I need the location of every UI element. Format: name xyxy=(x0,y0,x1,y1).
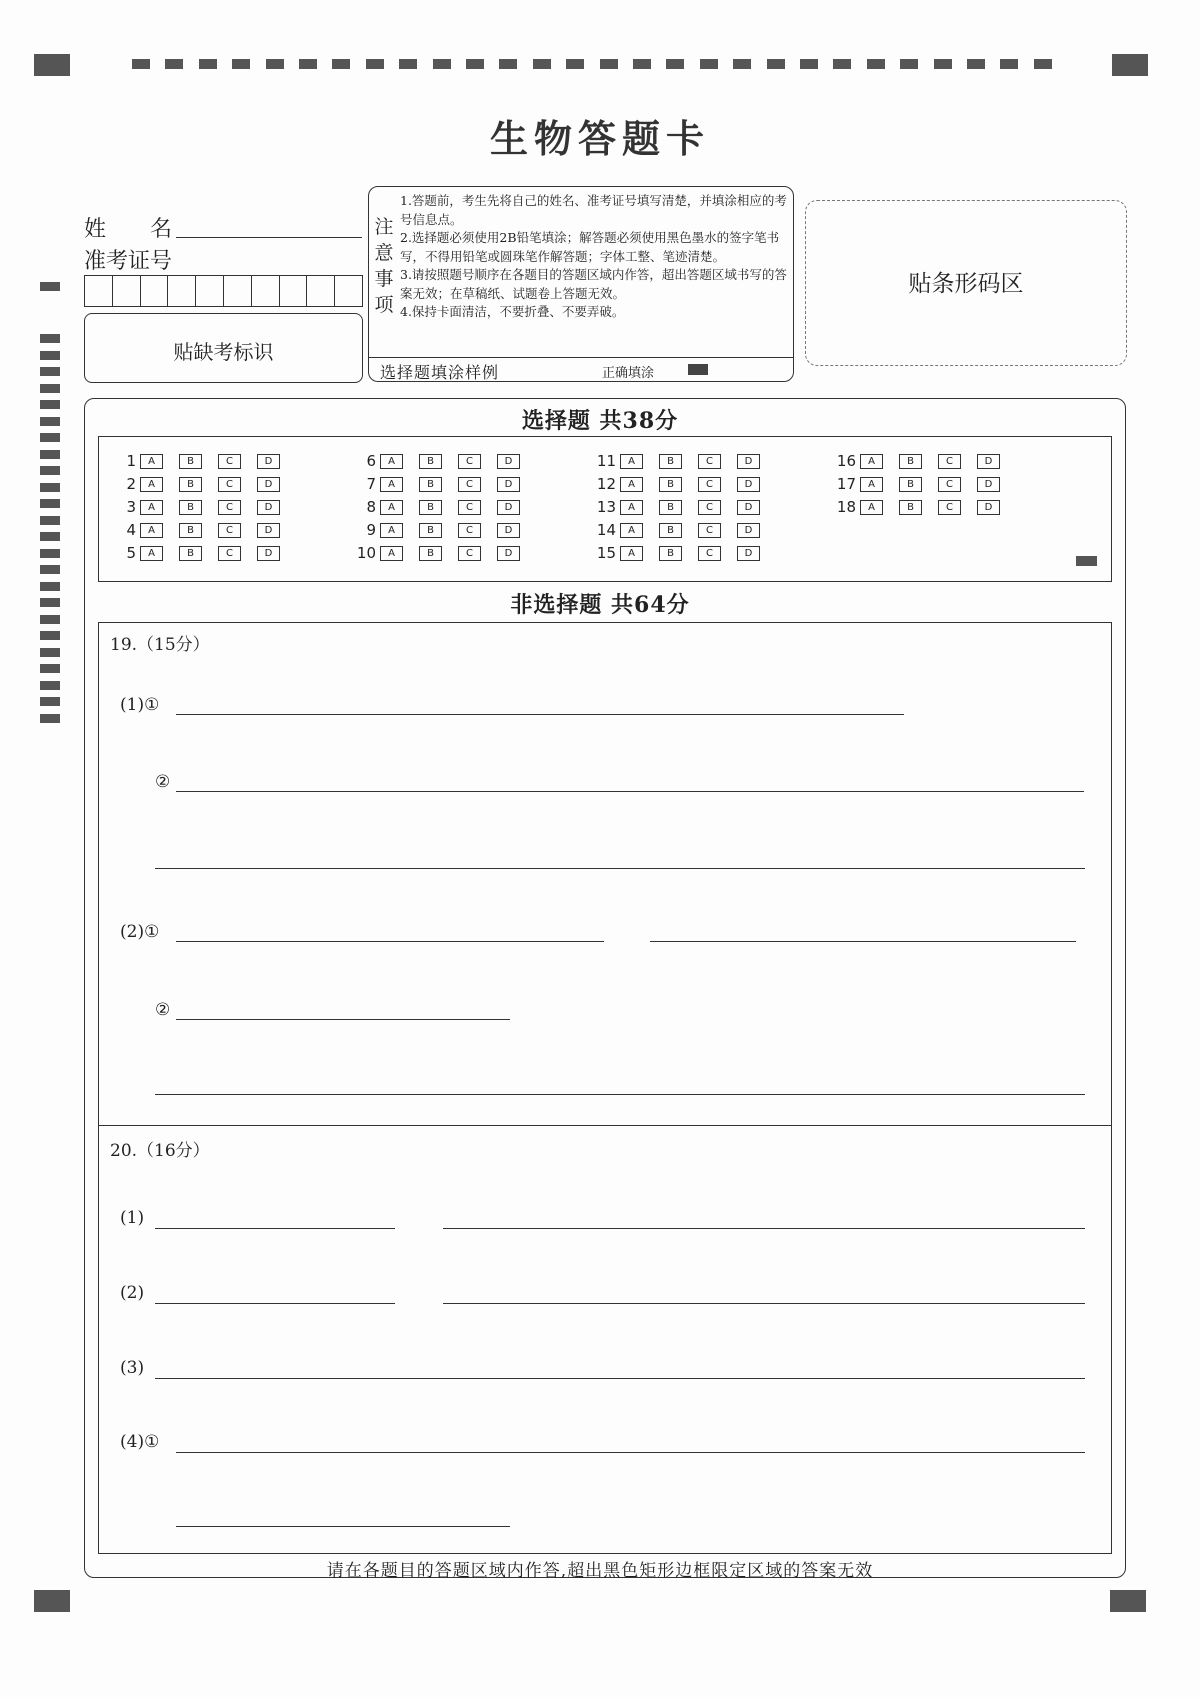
answer-bubble-c[interactable]: C xyxy=(938,454,961,469)
timing-mark xyxy=(466,59,484,69)
answer-bubble-a[interactable]: A xyxy=(860,500,883,515)
answer-bubble-d[interactable]: D xyxy=(497,500,520,515)
answer-bubble-c[interactable]: C xyxy=(218,523,241,538)
answer-bubble-b[interactable]: B xyxy=(659,500,682,515)
correct-fill-label: 正确填涂 xyxy=(602,366,655,381)
answer-bubble-d[interactable]: D xyxy=(977,454,1000,469)
answer-bubble-b[interactable]: B xyxy=(179,454,202,469)
choice-question-row xyxy=(350,521,536,539)
question-number: 12 xyxy=(596,475,616,493)
answer-bubble-c[interactable]: C xyxy=(458,477,481,492)
answer-bubble-b[interactable]: B xyxy=(659,546,682,561)
answer-bubble-c[interactable]: C xyxy=(458,546,481,561)
answer-bubble-d[interactable]: D xyxy=(257,546,280,561)
question-number: 11 xyxy=(596,452,616,470)
answer-bubble-b[interactable]: B xyxy=(659,477,682,492)
answer-bubble-d[interactable]: D xyxy=(977,500,1000,515)
answer-bubble-a[interactable]: A xyxy=(140,523,163,538)
answer-bubble-a[interactable]: A xyxy=(860,454,883,469)
timing-mark xyxy=(399,59,417,69)
choice-question-row xyxy=(350,475,536,493)
timing-mark xyxy=(132,59,150,69)
question-number: 15 xyxy=(596,544,616,562)
answer-bubble-c[interactable]: C xyxy=(458,454,481,469)
q19-part1-label: (1)① xyxy=(120,695,160,715)
q19-heading: 19.（15分） xyxy=(110,635,210,655)
exam-number-cell[interactable] xyxy=(335,276,362,306)
answer-bubble-a[interactable]: A xyxy=(860,477,883,492)
answer-bubble-a[interactable]: A xyxy=(380,546,403,561)
answer-bubble-a[interactable]: A xyxy=(380,454,403,469)
choice-question-row xyxy=(110,544,296,562)
exam-number-label: 准考证号 xyxy=(84,249,173,274)
q19-answer-line[interactable] xyxy=(176,692,904,715)
correct-fill-sample xyxy=(688,364,708,375)
q19-answer-line[interactable] xyxy=(176,769,1084,792)
answer-bubble-a[interactable]: A xyxy=(380,500,403,515)
q19-answer-line[interactable] xyxy=(176,919,604,942)
answer-bubble-a[interactable]: A xyxy=(620,523,643,538)
timing-mark xyxy=(700,59,718,69)
exam-number-cell[interactable] xyxy=(168,276,196,306)
timing-mark xyxy=(867,59,885,69)
question-number: 9 xyxy=(366,521,376,539)
answer-bubble-a[interactable]: A xyxy=(620,500,643,515)
choice-question-row xyxy=(590,475,776,493)
q19-part2-label: (2)① xyxy=(120,922,160,942)
answer-bubble-c[interactable]: C xyxy=(698,454,721,469)
timing-mark xyxy=(299,59,317,69)
question-number: 7 xyxy=(366,475,376,493)
q19-answer-line[interactable] xyxy=(650,919,1076,942)
q19-answer-line[interactable] xyxy=(155,846,1085,869)
answer-bubble-d[interactable]: D xyxy=(737,500,760,515)
timing-mark xyxy=(40,565,60,574)
absent-mark-box[interactable] xyxy=(84,313,363,383)
timing-mark xyxy=(40,450,60,459)
timing-mark xyxy=(40,549,60,558)
answer-bubble-c[interactable]: C xyxy=(938,500,961,515)
timing-mark xyxy=(332,59,350,69)
exam-number-cell[interactable] xyxy=(280,276,308,306)
answer-bubble-d[interactable]: D xyxy=(977,477,1000,492)
answer-bubble-d[interactable]: D xyxy=(737,523,760,538)
question-number: 13 xyxy=(596,498,616,516)
exam-number-cell[interactable] xyxy=(141,276,169,306)
question-number: 4 xyxy=(126,521,136,539)
timing-mark xyxy=(40,664,60,673)
notice-item: 1.答题前，考生先将自己的姓名、准考证号填写清楚，并填涂相应的考号信息点。 xyxy=(400,193,787,227)
exam-number-cell[interactable] xyxy=(224,276,252,306)
answer-bubble-a[interactable]: A xyxy=(140,546,163,561)
answer-bubble-c[interactable]: C xyxy=(698,546,721,561)
exam-number-cell[interactable] xyxy=(307,276,335,306)
timing-mark xyxy=(199,59,217,69)
question-number: 18 xyxy=(836,498,856,516)
timing-mark xyxy=(40,334,60,343)
exam-number-grid[interactable] xyxy=(84,275,363,307)
timing-mark xyxy=(40,466,60,475)
q20-part1-label: (1) xyxy=(120,1208,145,1228)
answer-bubble-b[interactable]: B xyxy=(419,500,442,515)
corner-mark-bottom-right xyxy=(1110,1590,1146,1612)
timing-mark xyxy=(666,59,684,69)
corner-mark-bottom-left xyxy=(34,1590,70,1612)
answer-bubble-b[interactable]: B xyxy=(179,546,202,561)
answer-bubble-b[interactable]: B xyxy=(419,546,442,561)
timing-mark xyxy=(40,697,60,706)
exam-number-cell[interactable] xyxy=(196,276,224,306)
q20-answer-line[interactable] xyxy=(176,1430,1085,1453)
choice-question-row xyxy=(350,498,536,516)
choice-question-row xyxy=(590,521,776,539)
notice-item: 4.保持卡面清洁，不要折叠、不要弄破。 xyxy=(400,304,625,319)
answer-bubble-d[interactable]: D xyxy=(497,523,520,538)
answer-bubble-b[interactable]: B xyxy=(899,454,922,469)
timing-mark xyxy=(40,681,60,690)
question-number: 14 xyxy=(596,521,616,539)
answer-bubble-c[interactable]: C xyxy=(938,477,961,492)
question-number: 10 xyxy=(356,544,376,562)
timing-mark xyxy=(433,59,451,69)
name-field[interactable] xyxy=(176,212,362,238)
question-number: 17 xyxy=(836,475,856,493)
corner-mark-top-right xyxy=(1112,54,1148,76)
timing-mark xyxy=(232,59,250,69)
name-label: 姓 名 xyxy=(84,217,173,242)
timing-mark xyxy=(266,59,284,69)
notice-item: 2.选择题必须使用2B铅笔填涂；解答题必须使用黑色墨水的签字笔书写，不得用铅笔或圆珠笔作解答题；字体工整、笔迹清楚。 xyxy=(400,230,780,264)
timing-mark xyxy=(900,59,918,69)
timing-mark xyxy=(40,483,60,492)
answer-bubble-a[interactable]: A xyxy=(140,500,163,515)
timing-mark xyxy=(165,59,183,69)
timing-mark xyxy=(733,59,751,69)
timing-mark xyxy=(533,59,551,69)
q20-part2-label: (2) xyxy=(120,1283,145,1303)
q19-answer-line[interactable] xyxy=(155,1072,1085,1095)
answer-bubble-d[interactable]: D xyxy=(497,454,520,469)
timing-mark xyxy=(499,59,517,69)
q19-part1-sub2-label: ② xyxy=(155,772,171,792)
timing-mark xyxy=(600,59,618,69)
choice-question-row xyxy=(590,498,776,516)
answer-bubble-c[interactable]: C xyxy=(218,454,241,469)
barcode-label: 贴条形码区 xyxy=(908,271,1024,297)
exam-number-cell[interactable] xyxy=(113,276,141,306)
q20-answer-line[interactable] xyxy=(155,1281,395,1304)
q20-answer-line[interactable] xyxy=(155,1206,395,1229)
choice-question-row xyxy=(830,498,1016,516)
answer-bubble-c[interactable]: C xyxy=(218,500,241,515)
answer-bubble-b[interactable]: B xyxy=(179,477,202,492)
choice-question-row xyxy=(590,544,776,562)
choice-question-row xyxy=(110,521,296,539)
notice-body xyxy=(400,192,792,322)
choice-question-row xyxy=(110,452,296,470)
timing-mark xyxy=(934,59,952,69)
answer-bubble-c[interactable]: C xyxy=(458,500,481,515)
timing-mark xyxy=(40,351,60,360)
answer-bubble-c[interactable]: C xyxy=(698,523,721,538)
answer-bubble-c[interactable]: C xyxy=(698,477,721,492)
answer-bubble-b[interactable]: B xyxy=(179,500,202,515)
fill-sample-row xyxy=(368,357,794,382)
question-number: 6 xyxy=(366,452,376,470)
exam-number-cell[interactable] xyxy=(252,276,280,306)
question-number: 5 xyxy=(126,544,136,562)
choice-question-row xyxy=(830,475,1016,493)
footer-note: 请在各题目的答题区域内作答,超出黑色矩形边框限定区域的答案无效 xyxy=(326,1561,874,1581)
q20-part3-label: (3) xyxy=(120,1358,145,1378)
notice-item: 3.请按照题号顺序在各题目的答题区域内作答，超出答题区域书写的答案无效；在草稿纸、试题卷上答题无效。 xyxy=(400,267,787,301)
answer-bubble-b[interactable]: B xyxy=(659,454,682,469)
timing-mark xyxy=(800,59,818,69)
answer-bubble-a[interactable]: A xyxy=(380,477,403,492)
choice-question-row xyxy=(830,452,1016,470)
answer-bubble-a[interactable]: A xyxy=(140,477,163,492)
choice-area-marker xyxy=(1076,556,1097,566)
answer-bubble-d[interactable]: D xyxy=(737,454,760,469)
q20-answer-line[interactable] xyxy=(443,1281,1085,1304)
absent-mark-label: 贴缺考标识 xyxy=(173,340,274,364)
answer-bubble-c[interactable]: C xyxy=(218,546,241,561)
answer-bubble-b[interactable]: B xyxy=(899,477,922,492)
answer-bubble-d[interactable]: D xyxy=(497,477,520,492)
answer-bubble-a[interactable]: A xyxy=(140,454,163,469)
answer-bubble-d[interactable]: D xyxy=(257,500,280,515)
timing-mark xyxy=(967,59,985,69)
answer-bubble-c[interactable]: C xyxy=(698,500,721,515)
timing-mark xyxy=(40,714,60,723)
q20-answer-area xyxy=(98,1125,1112,1554)
timing-mark xyxy=(767,59,785,69)
q19-answer-line[interactable] xyxy=(176,997,510,1020)
q20-heading: 20.（16分） xyxy=(110,1141,210,1161)
timing-mark xyxy=(366,59,384,69)
answer-bubble-d[interactable]: D xyxy=(497,546,520,561)
answer-bubble-d[interactable]: D xyxy=(257,477,280,492)
timing-mark-left-upper xyxy=(40,282,60,291)
answer-bubble-d[interactable]: D xyxy=(737,546,760,561)
answer-bubble-a[interactable]: A xyxy=(620,454,643,469)
answer-bubble-d[interactable]: D xyxy=(257,454,280,469)
timing-mark xyxy=(40,631,60,640)
exam-number-cell[interactable] xyxy=(85,276,113,306)
answer-bubble-b[interactable]: B xyxy=(419,523,442,538)
barcode-area[interactable] xyxy=(805,200,1127,366)
choice-question-row xyxy=(350,452,536,470)
choice-question-row xyxy=(110,498,296,516)
answer-bubble-b[interactable]: B xyxy=(899,500,922,515)
answer-bubble-a[interactable]: A xyxy=(380,523,403,538)
timing-mark xyxy=(40,384,60,393)
timing-mark xyxy=(1000,59,1018,69)
choice-question-row xyxy=(110,475,296,493)
nonchoice-section-title: 非选择题 共64分 xyxy=(510,592,690,618)
question-number: 3 xyxy=(126,498,136,516)
timing-mark xyxy=(40,648,60,657)
notice-heading: 注意事项 xyxy=(374,216,394,316)
question-number: 8 xyxy=(366,498,376,516)
timing-mark xyxy=(1034,59,1052,69)
q20-answer-line[interactable] xyxy=(443,1206,1085,1229)
answer-bubble-a[interactable]: A xyxy=(620,477,643,492)
page-title: 生物答题卡 xyxy=(489,116,710,161)
answer-bubble-a[interactable]: A xyxy=(620,546,643,561)
timing-mark xyxy=(566,59,584,69)
question-number: 2 xyxy=(126,475,136,493)
timing-mark xyxy=(833,59,851,69)
q20-answer-line[interactable] xyxy=(155,1356,1085,1379)
corner-mark-top-left xyxy=(34,54,70,76)
answer-bubble-b[interactable]: B xyxy=(419,477,442,492)
answer-bubble-c[interactable]: C xyxy=(218,477,241,492)
choice-section-title: 选择题 共38分 xyxy=(521,408,679,434)
answer-bubble-b[interactable]: B xyxy=(659,523,682,538)
answer-bubble-b[interactable]: B xyxy=(179,523,202,538)
answer-bubble-b[interactable]: B xyxy=(419,454,442,469)
timing-mark xyxy=(40,516,60,525)
fill-sample-label: 选择题填涂样例 xyxy=(380,363,500,382)
timing-mark xyxy=(40,532,60,541)
q19-part2-sub2-label: ② xyxy=(155,1000,171,1020)
question-number: 1 xyxy=(126,452,136,470)
choice-question-row xyxy=(590,452,776,470)
question-number: 16 xyxy=(836,452,856,470)
answer-bubble-d[interactable]: D xyxy=(737,477,760,492)
choice-question-row xyxy=(350,544,536,562)
timing-mark xyxy=(633,59,651,69)
answer-bubble-c[interactable]: C xyxy=(458,523,481,538)
timing-mark xyxy=(40,367,60,376)
timing-mark xyxy=(40,499,60,508)
answer-bubble-d[interactable]: D xyxy=(257,523,280,538)
q20-answer-line[interactable] xyxy=(176,1504,510,1527)
q20-part4-label: (4)① xyxy=(120,1432,160,1452)
